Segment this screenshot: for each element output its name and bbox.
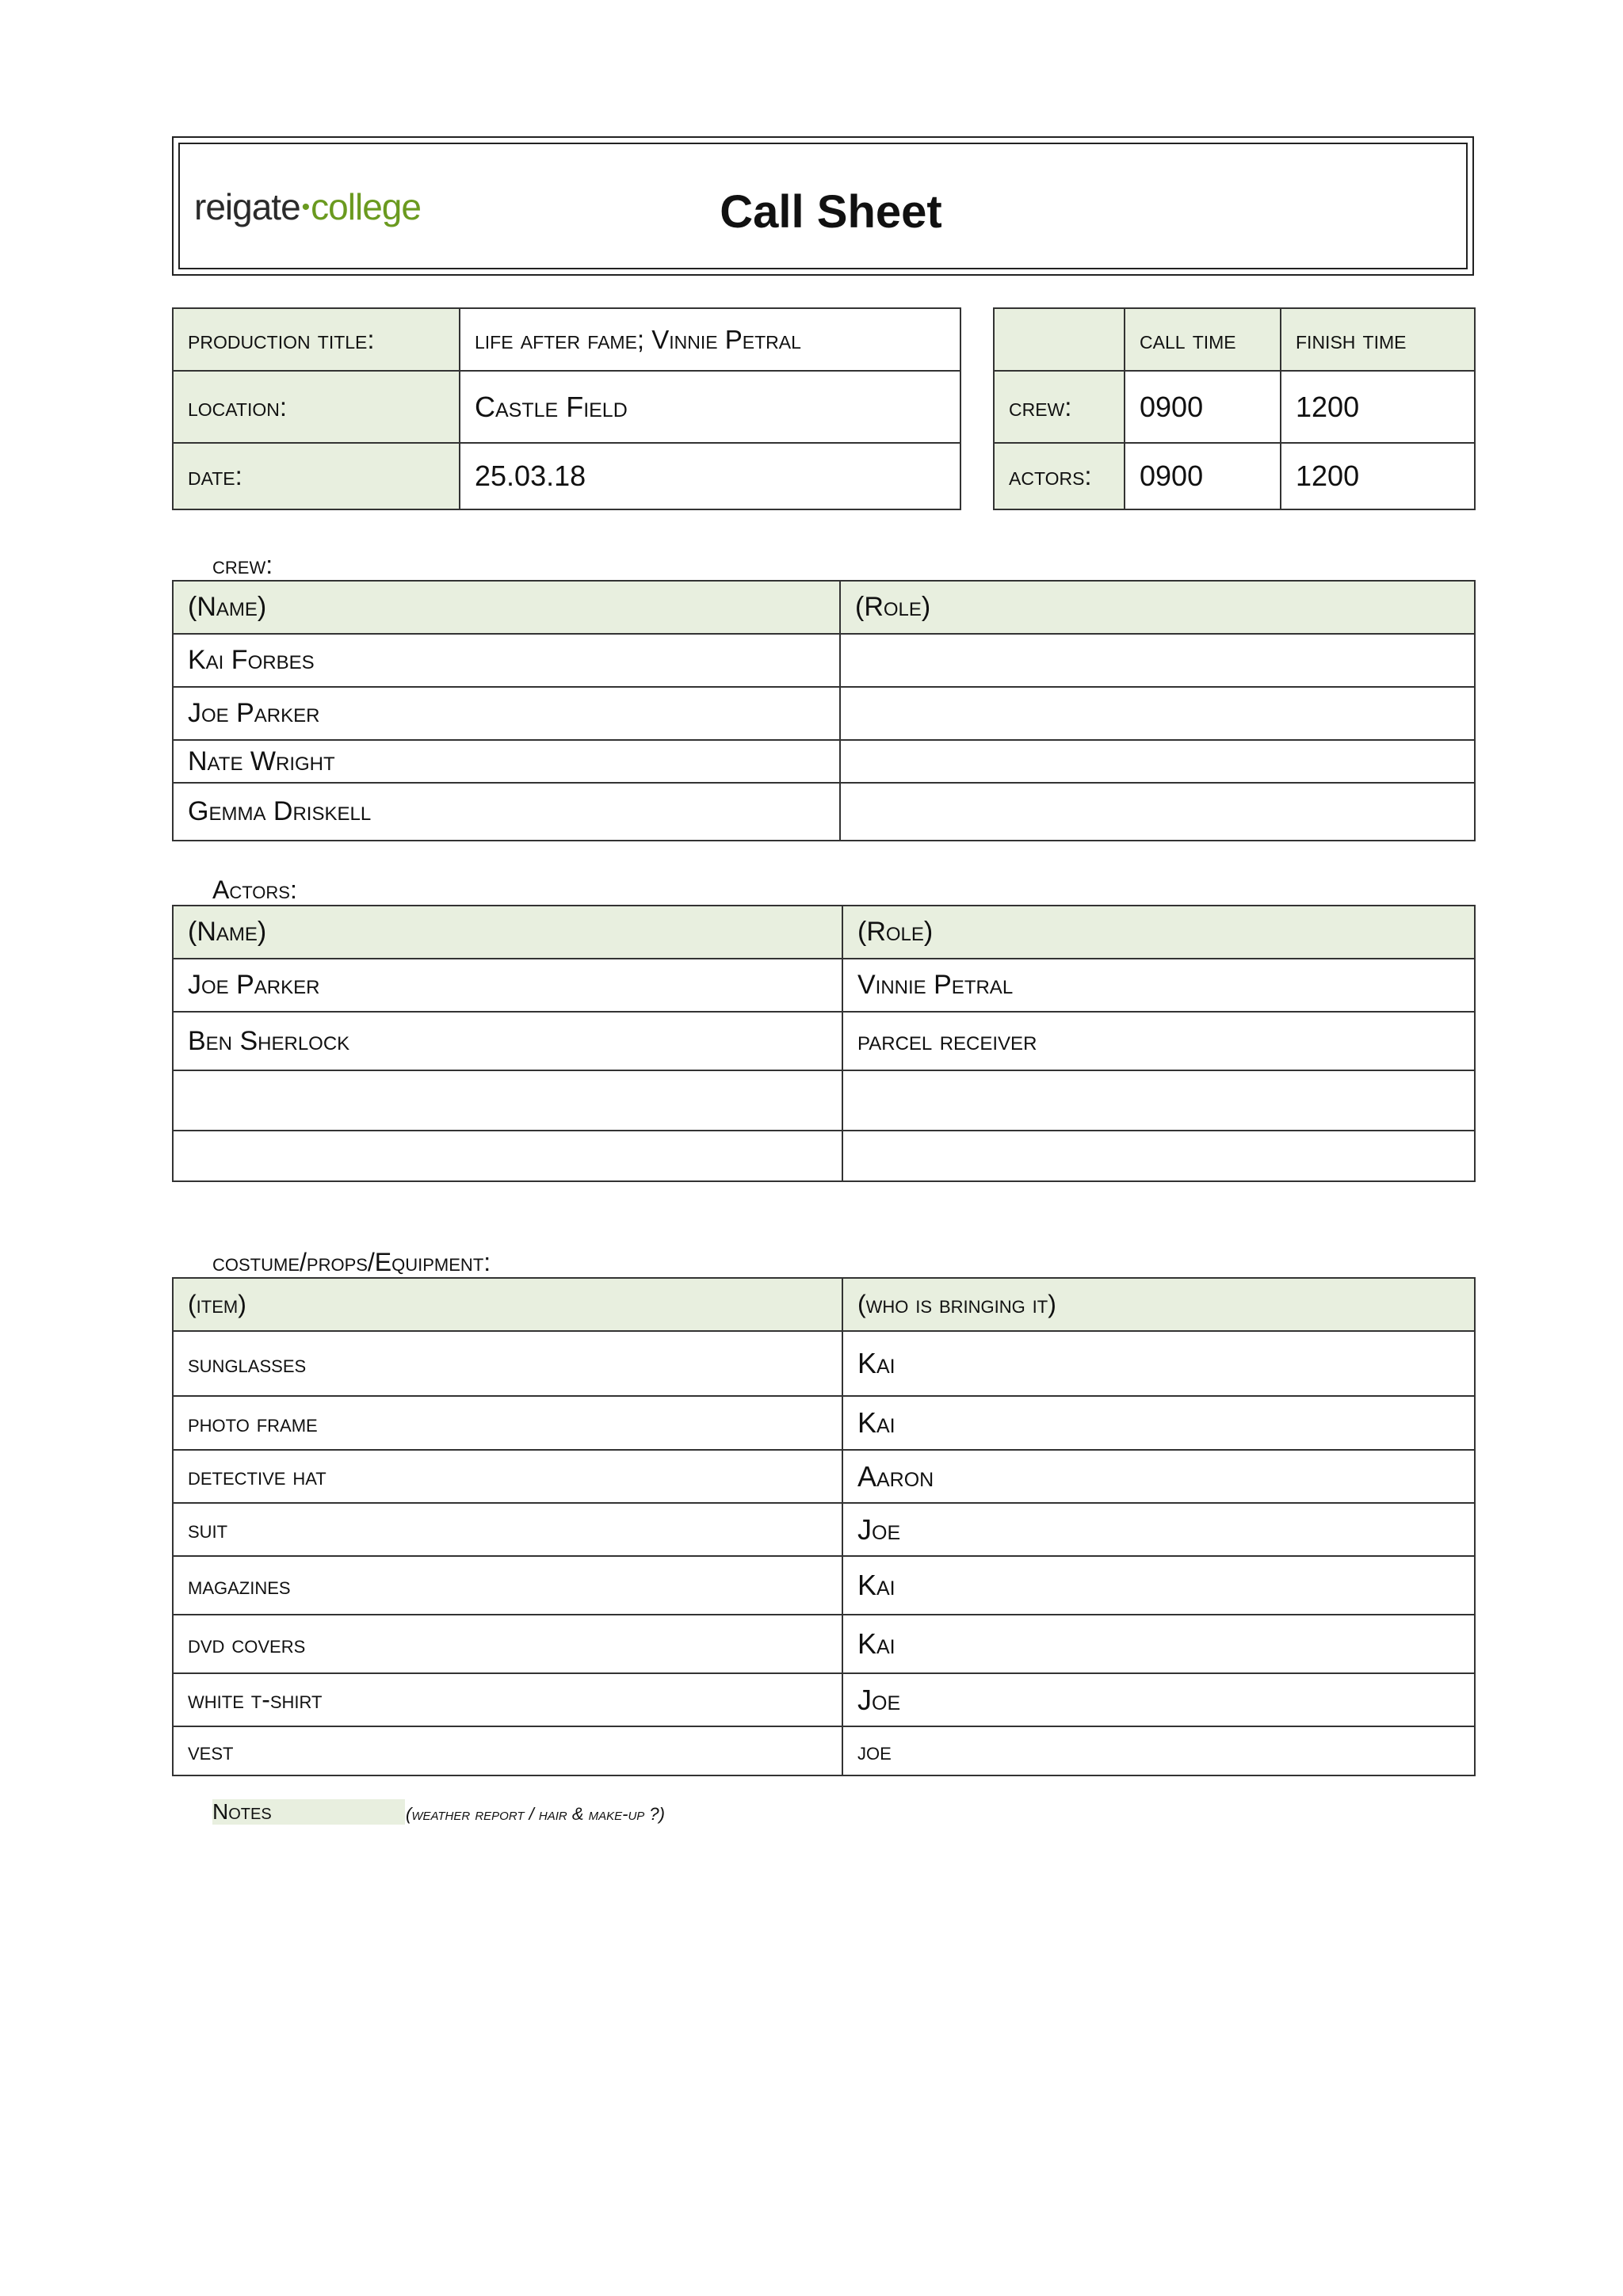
- logo-dot: •: [301, 194, 310, 220]
- props-item-header: (item): [173, 1278, 842, 1331]
- crew-name-cell: Nate Wright: [173, 740, 840, 783]
- crew-role-cell: [840, 783, 1475, 841]
- finish-time-header: finish time: [1281, 308, 1475, 371]
- table-row: [173, 1450, 1475, 1503]
- logo-text-right: college: [311, 186, 421, 227]
- actor-name-cell: [173, 1131, 842, 1181]
- prop-who-cell: Kai: [842, 1396, 1475, 1450]
- crew-call-time: 0900: [1125, 371, 1281, 443]
- actors-finish-time: 1200: [1281, 443, 1475, 509]
- table-row: [173, 1503, 1475, 1556]
- actors-section-label: Actors:: [212, 875, 297, 904]
- table-row: [173, 783, 1475, 841]
- production-info-table: [172, 307, 961, 510]
- props-table: [172, 1277, 1476, 1776]
- table-row: [173, 740, 1475, 783]
- notes-hint: (weather report / hair & make-up ?): [406, 1804, 665, 1824]
- production-title-value: life after fame; Vinnie Petral: [460, 308, 960, 371]
- prop-item-cell: vest: [173, 1726, 842, 1775]
- prop-who-cell: Kai: [842, 1331, 1475, 1396]
- location-label: location:: [173, 371, 460, 443]
- actor-role-cell: [842, 1131, 1475, 1181]
- prop-who-cell: Joe: [842, 1673, 1475, 1726]
- table-row: [173, 687, 1475, 740]
- crew-name-cell: Gemma Driskell: [173, 783, 840, 841]
- actors-call-time: 0900: [1125, 443, 1281, 509]
- crew-role-cell: [840, 687, 1475, 740]
- prop-who-cell: joe: [842, 1726, 1475, 1775]
- props-section-label: costume/props/Equipment:: [212, 1248, 491, 1276]
- actor-name-cell: [173, 1070, 842, 1131]
- actor-name-cell: Ben Sherlock: [173, 1012, 842, 1070]
- crew-finish-time: 1200: [1281, 371, 1475, 443]
- call-times-table: [993, 307, 1476, 510]
- crew-name-cell: Kai Forbes: [173, 634, 840, 687]
- crew-role-cell: [840, 634, 1475, 687]
- prop-item-cell: photo frame: [173, 1396, 842, 1450]
- header-inner-frame: [178, 143, 1468, 269]
- prop-item-cell: suit: [173, 1503, 842, 1556]
- times-actors-label: actors:: [994, 443, 1125, 509]
- prop-who-cell: Kai: [842, 1615, 1475, 1673]
- table-row: [173, 1070, 1475, 1131]
- prop-who-cell: Aaron: [842, 1450, 1475, 1503]
- logo-text-left: reigate: [194, 186, 300, 227]
- table-row: [173, 634, 1475, 687]
- actors-table: [172, 905, 1476, 1182]
- times-corner-cell: [994, 308, 1125, 371]
- prop-item-cell: sunglasses: [173, 1331, 842, 1396]
- table-row: [173, 1556, 1475, 1615]
- crew-role-header: (Role): [840, 581, 1475, 634]
- actor-role-cell: parcel receiver: [842, 1012, 1475, 1070]
- actor-role-cell: Vinnie Petral: [842, 959, 1475, 1012]
- page-title: Call Sheet: [720, 186, 942, 238]
- table-row: [173, 1673, 1475, 1726]
- prop-item-cell: detective hat: [173, 1450, 842, 1503]
- prop-item-cell: dvd covers: [173, 1615, 842, 1673]
- props-who-header: (who is bringing it): [842, 1278, 1475, 1331]
- prop-who-cell: Kai: [842, 1556, 1475, 1615]
- crew-name-header: (Name): [173, 581, 840, 634]
- table-row: [173, 1131, 1475, 1181]
- table-row: [173, 1615, 1475, 1673]
- actors-role-header: (Role): [842, 906, 1475, 959]
- prop-who-cell: Joe: [842, 1503, 1475, 1556]
- crew-name-cell: Joe Parker: [173, 687, 840, 740]
- call-time-header: call time: [1125, 308, 1281, 371]
- prop-item-cell: white t-shirt: [173, 1673, 842, 1726]
- actors-name-header: (Name): [173, 906, 842, 959]
- table-row: [173, 959, 1475, 1012]
- actor-role-cell: [842, 1070, 1475, 1131]
- notes-label: Notes: [212, 1799, 405, 1825]
- date-label: date:: [173, 443, 460, 509]
- actor-name-cell: Joe Parker: [173, 959, 842, 1012]
- production-title-label: production title:: [173, 308, 460, 371]
- crew-role-cell: [840, 740, 1475, 783]
- crew-section-label: crew:: [212, 551, 273, 579]
- date-value: 25.03.18: [460, 443, 960, 509]
- table-row: [173, 1396, 1475, 1450]
- table-row: [173, 1331, 1475, 1396]
- crew-table: [172, 580, 1476, 841]
- location-value: Castle Field: [460, 371, 960, 443]
- header-box: [172, 136, 1474, 276]
- times-crew-label: crew:: [994, 371, 1125, 443]
- table-row: [173, 1726, 1475, 1775]
- prop-item-cell: magazines: [173, 1556, 842, 1615]
- table-row: [173, 1012, 1475, 1070]
